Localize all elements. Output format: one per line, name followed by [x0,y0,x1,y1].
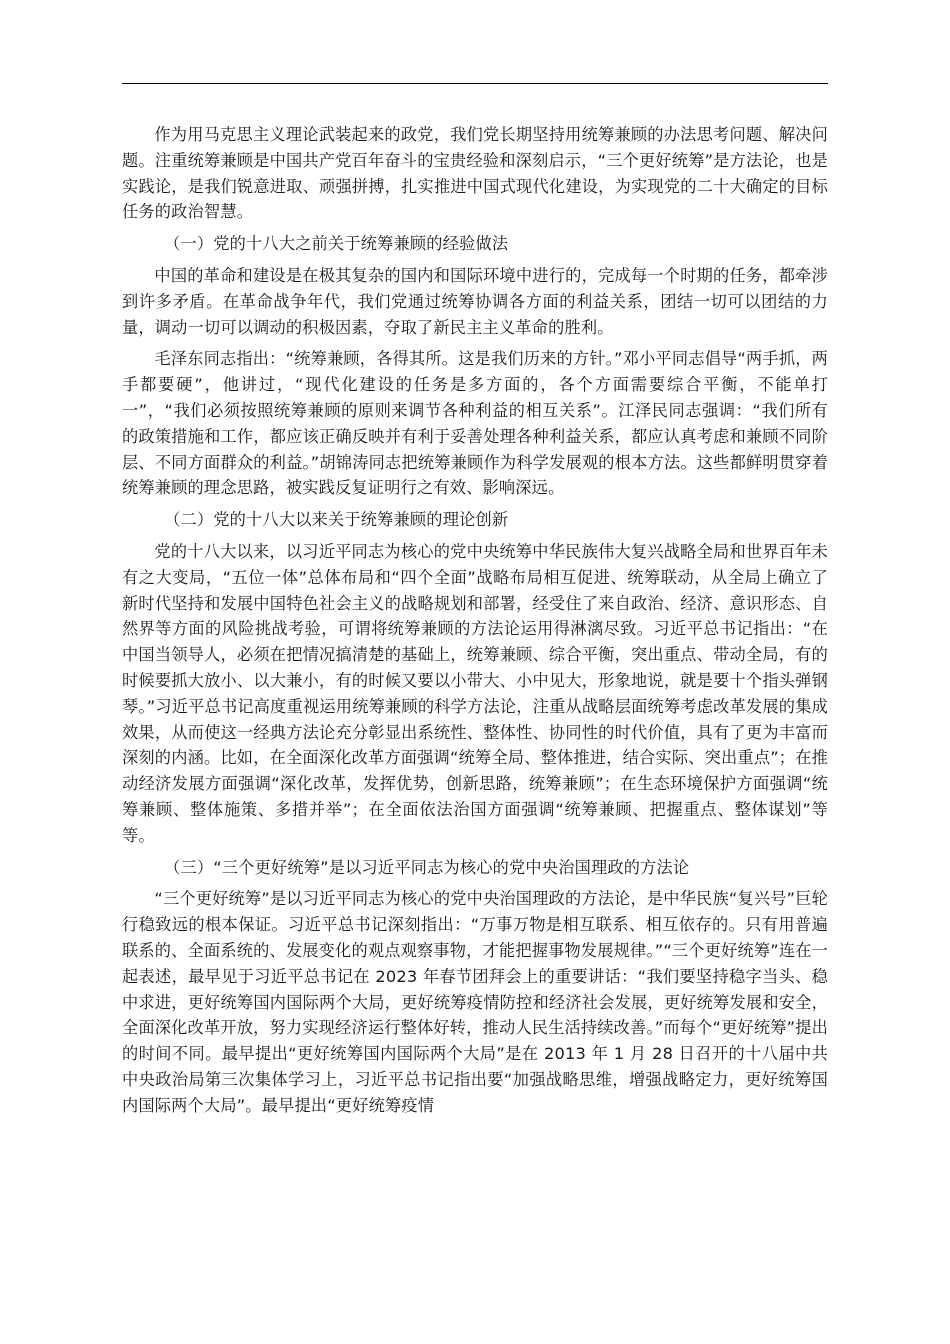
section-heading: （二）党的十八大以来关于统筹兼顾的理论创新 [164,510,509,530]
section-heading: （一）党的十八大之前关于统筹兼顾的经验做法 [164,234,509,254]
body-paragraph: 中国的革命和建设是在极其复杂的国内和国际环境中进行的，完成每一个时期的任务，都牵涉到许多矛盾。在革命战争年代，我们党通过统筹协调各方面的利益关系，团结一切可以团结的力量，调动一切可以调动的积极因素，夺取了新民主主义革命的胜利。 [122,265,828,337]
body-paragraph: “三个更好统筹”是以习近平同志为核心的党中央治国理政的方法论，是中华民族“复兴号”巨轮行稳致远的根本保证。习近平总书记深刻指出：“万事万物是相互联系、相互依存的。只有用普遍联系的、全面系统的、发展变化的观点观察事物，才能把握事物发展规律。”“三个更好统筹”连在一起表述，最早见于习近平总书记在 2023 年春节团拜会上的重要讲话：“我们要坚持稳字当头、稳中求进，更好统筹国内国际两个大局，更好统筹疫情防控和经济社会发展，更好统筹发展和安全，全面深化改革开放，努力实现经济运行整体好转，推动人民生活持续改善。”而每个“更好统筹”提出的时间不同。最早提出“更好统筹国内国际两个大局”是在 2013 年 1 月 28 日召开的十八届中共中央政治局第三次集体学习上，习近平总书记指出要“加强战略思维，增强战略定力，更好统筹国内国际两个大局”。最早提出“更好统筹疫情 [122,889,828,1115]
document-body [122,122,828,1124]
header-rule [122,83,828,84]
body-paragraph: 毛泽东同志指出：“统筹兼顾，各得其所。这是我们历来的方针。”邓小平同志倡导“两手抓，两手都要硬”，他讲过，“现代化建设的任务是多方面的，各个方面需要综合平衡，不能单打一”，“我们必须按照统筹兼顾的原则来调节各种利益的相互关系”。江泽民同志强调：“我们所有的政策措施和工作，都应该正确反映并有利于妥善处理各种利益关系，都应认真考虑和兼顾不同阶层、不同方面群众的利益。”胡锦涛同志把统筹兼顾作为科学发展观的根本方法。这些都鲜明贯穿着统筹兼顾的理念思路，被实践反复证明行之有效、影响深远。 [122,349,828,498]
section-heading: （三）“三个更好统筹”是以习近平同志为核心的党中央治国理政的方法论 [164,857,690,877]
body-paragraph: 作为用马克思主义理论武装起来的政党，我们党长期坚持用统筹兼顾的办法思考问题、解决问题。注重统筹兼顾是中国共产党百年奋斗的宝贵经验和深刻启示，“三个更好统筹”是方法论，也是实践论，是我们锐意进取、顽强拼搏，扎实推进中国式现代化建设，为实现党的二十大确定的目标任务的政治智慧。 [122,125,828,222]
body-paragraph: 党的十八大以来，以习近平同志为核心的党中央统筹中华民族伟大复兴战略全局和世界百年未有之大变局，“五位一体”总体布局和“四个全面”战略布局相互促进、统筹联动，从全局上确立了新时代坚持和发展中国特色社会主义的战略规划和部署，经受住了来自政治、经济、意识形态、自然界等方面的风险挑战考验，可谓将统筹兼顾的方法论运用得淋漓尽致。习近平总书记指出：“在中国当领导人，必须在把情况搞清楚的基础上，统筹兼顾、综合平衡，突出重点、带动全局，有的时候要抓大放小、以大兼小，有的时候又要以小带大、小中见大，形象地说，就是要十个指头弹钢琴。”习近平总书记高度重视运用统筹兼顾的科学方法论，注重从战略层面统筹考虑改革发展的集成效果，从而使这一经典方法论充分彰显出系统性、整体性、协同性的时代价值，具有了更为丰富而深刻的内涵。比如，在全面深化改革方面强调“统筹全局、整体推进，结合实际、突出重点”；在推动经济发展方面强调“深化改革，发挥优势，创新思路，统筹兼顾”；在生态环境保护方面强调“统筹兼顾、整体施策、多措并举”；在全面依法治国方面强调“统筹兼顾、把握重点、整体谋划”等等。 [122,541,828,845]
